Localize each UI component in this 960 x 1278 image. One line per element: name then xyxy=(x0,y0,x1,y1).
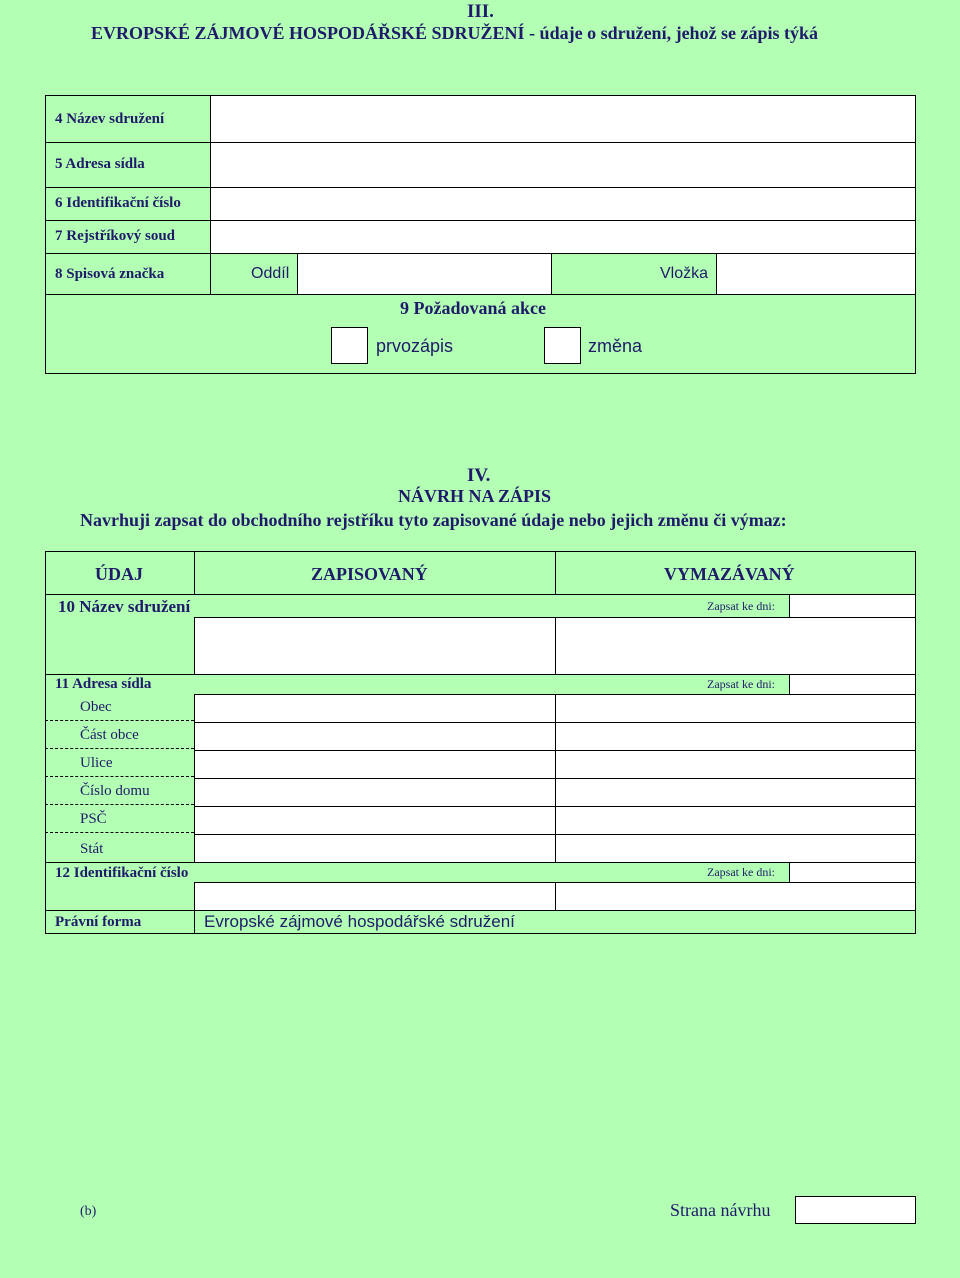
strana-navrhu-field[interactable] xyxy=(795,1196,916,1224)
vlozka-label: Vložka xyxy=(660,265,709,282)
section4-title: NÁVRH NA ZÁPIS xyxy=(398,486,552,506)
row5-label: 5 Adresa sídla xyxy=(55,156,145,172)
section3-title: EVROPSKÉ ZÁJMOVÉ HOSPODÁŘSKÉ SDRUŽENÍ - údaje o sdružení, jehož se zápis týká xyxy=(91,23,819,43)
row6-label: 6 Identifikační číslo xyxy=(55,195,181,211)
pravni-forma-value: Evropské zájmové hospodářské sdružení xyxy=(204,912,515,931)
col-zapisovany-header: ZAPISOVANÝ xyxy=(311,564,428,584)
row8-label: 8 Spisová značka xyxy=(55,266,165,282)
cast-obce-label: Část obce xyxy=(80,727,139,743)
row11-label: 11 Adresa sídla xyxy=(55,676,152,692)
row11-zapsat-label: Zapsat ke dni: xyxy=(707,677,775,691)
cislo-domu-label: Číslo domu xyxy=(80,783,150,799)
prvozapis-checkbox[interactable] xyxy=(331,327,368,364)
col-udaj-header: ÚDAJ xyxy=(95,564,143,584)
row10-zapsat-label: Zapsat ke dni: xyxy=(707,599,775,613)
zmena-label: změna xyxy=(588,336,643,356)
strana-navrhu-label: Strana návrhu xyxy=(670,1200,771,1220)
row4-label: 4 Název sdružení xyxy=(55,111,165,127)
ulice-label: Ulice xyxy=(80,755,113,771)
zmena-checkbox[interactable] xyxy=(544,327,581,364)
footer-mark: (b) xyxy=(80,1204,97,1219)
row12-label: 12 Identifikační číslo xyxy=(55,865,189,881)
prvozapis-label: prvozápis xyxy=(376,336,454,356)
section4-number: IV. xyxy=(467,465,491,486)
psc-label: PSČ xyxy=(80,811,107,827)
row9-label: 9 Požadovaná akce xyxy=(400,298,546,318)
section4-intro: Navrhuji zapsat do obchodního rejstříku tyto zapisované údaje nebo jejich změnu či výmaz: xyxy=(80,510,787,530)
col-vymazavany-header: VYMAZÁVANÝ xyxy=(664,564,795,584)
section3-number: III. xyxy=(467,1,494,22)
row7-label: 7 Rejstříkový soud xyxy=(55,228,176,244)
pravni-forma-label: Právní forma xyxy=(55,914,142,930)
row12-zapsat-label: Zapsat ke dni: xyxy=(707,865,775,879)
stat-label: Stát xyxy=(80,841,104,857)
row10-label: 10 Název sdružení xyxy=(58,597,191,616)
section3-table-border xyxy=(45,95,916,374)
obec-label: Obec xyxy=(80,699,112,715)
oddil-label: Oddíl xyxy=(251,265,290,282)
